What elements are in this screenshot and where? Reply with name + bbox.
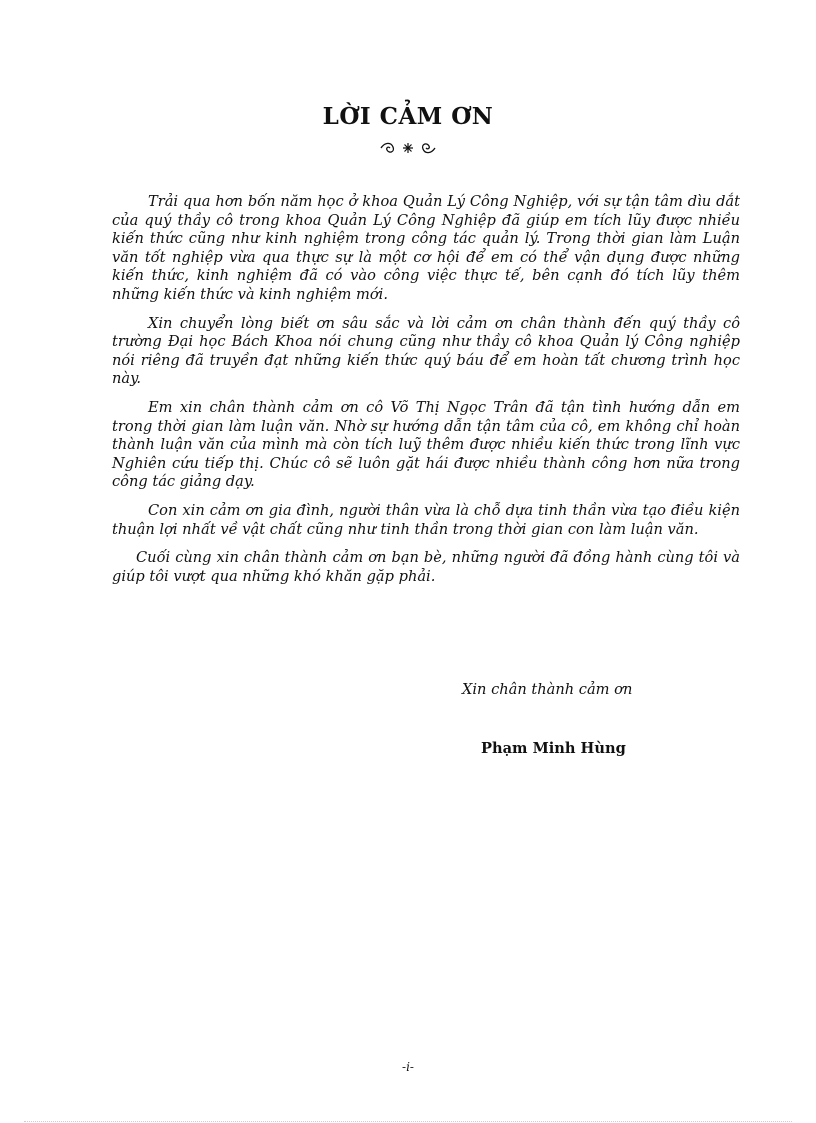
paragraph-1: Trải qua hơn bốn năm học ở khoa Quản Lý Công Nghiệp, với sự tận tâm dìu dắt của quý thầy cô trong khoa Quản Lý Công Nghiệp đã giúp em tích lũy được nhiều kiến thức cũng như kinh nghiệm trong công tác quản lý. Trong thời gian làm Luận văn tốt nghiệp vừa qua thực sự là một cơ hội để em có thể vận dụng được những kiến thức, kinh nghiệm đã có vào công việc thực tế, bên cạnh đó tích lũy thêm những kiến thức và kinh nghiệm mới. bbox=[112, 193, 740, 303]
page-title: LỜI CẢM ƠN bbox=[322, 103, 494, 130]
acknowledgement-body bbox=[112, 193, 740, 596]
paragraph-3: Em xin chân thành cảm ơn cô Võ Thị Ngọc Trân đã tận tình hướng dẫn em trong thời gian làm luận văn. Nhờ sự hướng dẫn tận tâm của cô, em không chỉ hoàn thành luận văn của mình mà còn tích luỹ thêm được nhiều kiến thức trong lĩnh vực Nghiên cứu tiếp thị. Chúc cô sẽ luôn gặt hái được nhiều thành công hơn nữa trong công tác giảng dạy. bbox=[112, 398, 740, 491]
paragraph-2: Xin chuyển lòng biết ơn sâu sắc và lời cảm ơn chân thành đến quý thầy cô trường Đại học Bách Khoa nói chung cũng như thầy cô khoa Quản lý Công nghiệp nói riêng đã truyền đạt những kiến thức quý báu để em hoàn tất chương trình học này. bbox=[112, 314, 740, 388]
closing-line: Xin chân thành cảm ơn bbox=[462, 681, 633, 698]
page-number: -i- bbox=[402, 1060, 414, 1074]
paragraph-4: Con xin cảm ơn gia đình, người thân vừa là chỗ dựa tinh thần vừa tạo điều kiện thuận lợi nhất về vật chất cũng như tinh thần trong thời gian con làm luận văn. bbox=[112, 501, 740, 538]
footer-divider bbox=[24, 1121, 792, 1122]
paragraph-5: Cuối cùng xin chân thành cảm ơn bạn bè, những người đã đồng hành cùng tôi và giúp tôi vượt qua những khó khăn gặp phải. bbox=[112, 549, 740, 585]
signature-name: Phạm Minh Hùng bbox=[481, 740, 626, 757]
floral-divider-icon bbox=[0, 140, 816, 155]
